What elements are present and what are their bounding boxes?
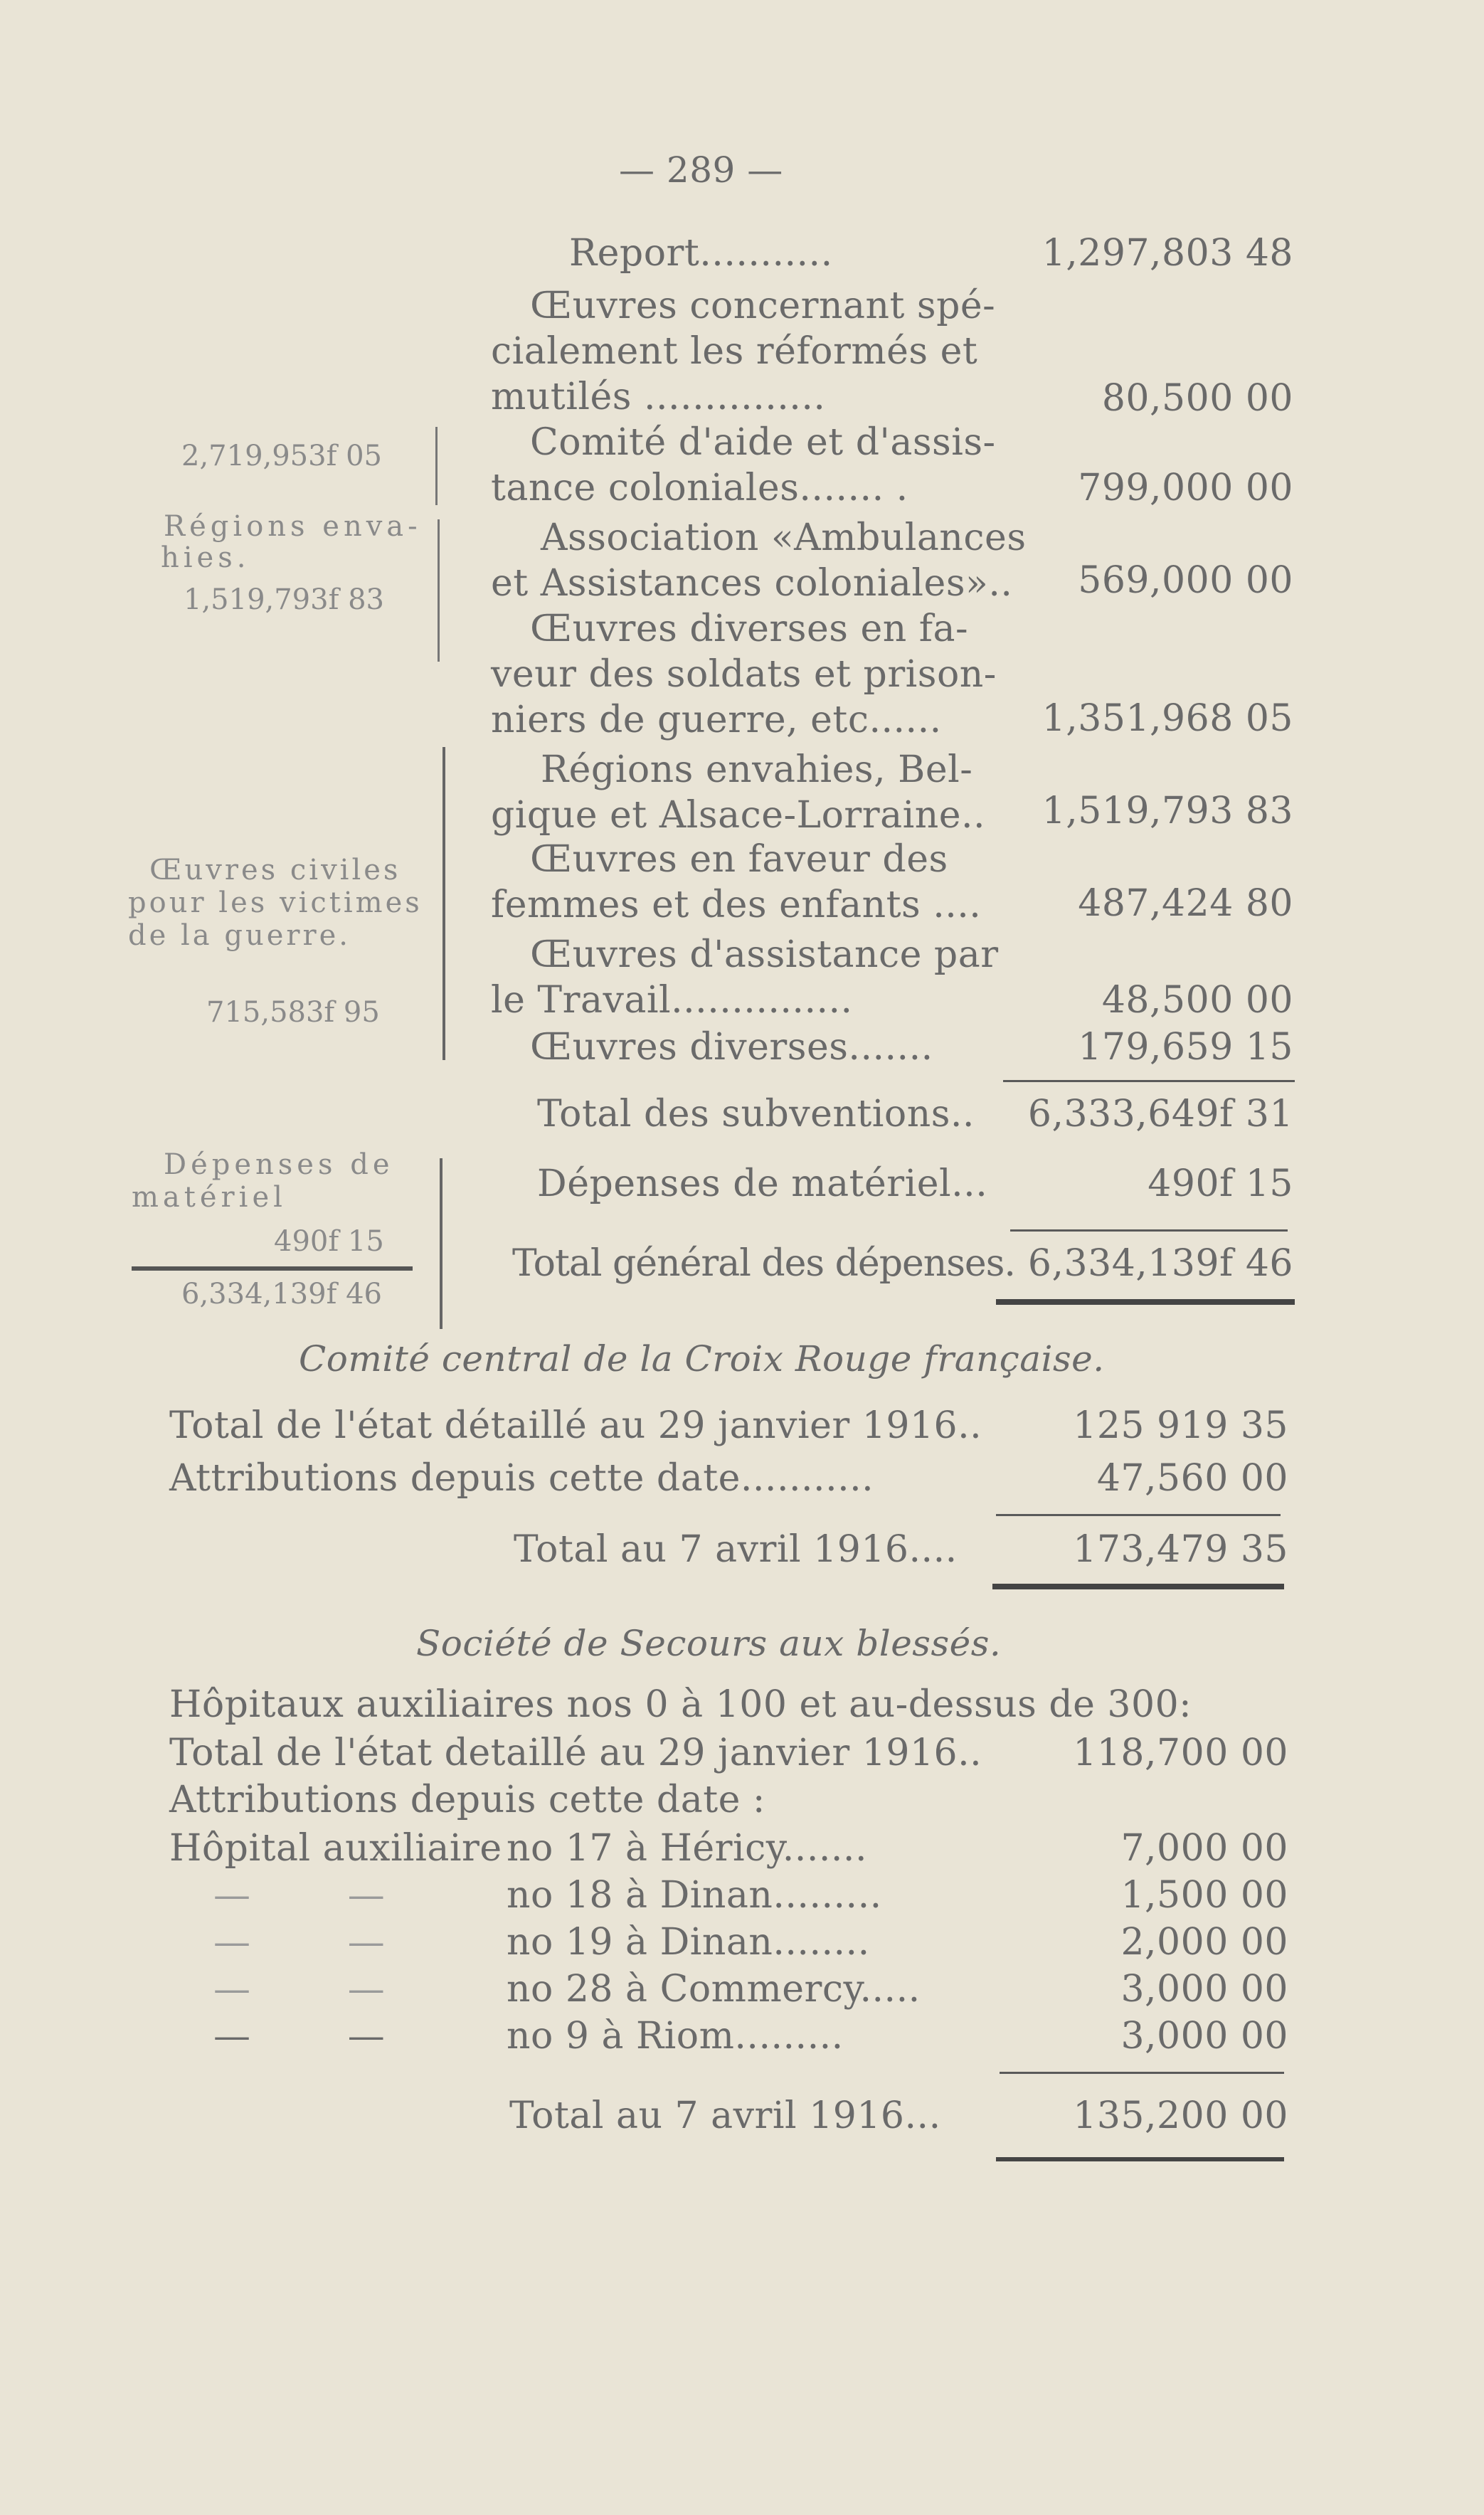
general-value: 6,334,139f 46 [1027,1242,1293,1285]
secours-title: Société de Secours aux blessés. [416,1623,1002,1664]
croix-rouge-double-rule [992,1584,1284,1589]
materiel-value: 490f 15 [1148,1163,1293,1205]
materiel-label: Dépenses de matériel... [537,1163,988,1205]
croix-rouge-row-1-value: 125 919 35 [1073,1404,1288,1447]
croix-rouge-rule [996,1514,1281,1516]
croix-rouge-title: Comité central de la Croix Rouge française. [299,1338,1105,1380]
secours-attributions-label: Attributions depuis cette date : [169,1779,765,1821]
bracket-3 [442,747,445,1060]
bracket-4 [440,1158,442,1329]
item-5-value: 1,519,793 83 [1042,790,1293,832]
hospital-3-value: 2,000 00 [1120,1921,1288,1964]
bracket-2 [438,519,440,662]
croix-rouge-row-1-label: Total de l'état détaillé au 29 janvier 1916.. [169,1404,982,1447]
hospital-2-prefix: — — [213,1874,386,1917]
secours-total-state-label: Total de l'état detaillé au 29 janvier 1916.. [169,1732,982,1774]
margin-note-grand-total: 6,334,139f 46 [181,1278,382,1311]
croix-rouge-row-2-value: 47,560 00 [1096,1457,1288,1500]
item-1-text: Œuvres concernant spé- cialement les réformés et mutilés ............... [491,285,996,418]
hospital-3-prefix: — — [213,1921,386,1964]
bracket-1 [435,427,438,505]
subventions-value: 6,333,649f 31 [1027,1093,1293,1135]
item-1-value: 80,500 00 [1101,377,1293,420]
general-label: Total général des dépenses. [512,1242,1015,1285]
hospital-4-detail: no 28 à Commercy..... [507,1968,921,2011]
hospital-5-value: 3,000 00 [1120,2015,1288,2058]
subventions-label: Total des subventions.. [537,1093,975,1135]
item-6-value: 487,424 80 [1078,882,1293,925]
report-value: 1,297,803 48 [1042,232,1293,275]
hospital-2-detail: no 18 à Dinan......... [507,1874,882,1917]
hospital-5-prefix: — — [213,2015,386,2058]
item-3-value: 569,000 00 [1078,559,1293,602]
margin-note-civiles-value: 715,583f 95 [206,996,380,1029]
item-2-text: Comité d'aide et d'assis- tance coloniales....... . [491,421,996,509]
margin-note-materiel-value: 490f 15 [274,1225,384,1258]
item-2-value: 799,000 00 [1078,467,1293,509]
item-8-value: 179,659 15 [1078,1026,1293,1069]
croix-rouge-total-value: 173,479 35 [1073,1528,1288,1571]
hospital-4-prefix: — — [213,1968,386,2011]
hospital-2-value: 1,500 00 [1120,1874,1288,1917]
item-6-text: Œuvres en faveur des femmes et des enfants .... [491,838,982,926]
margin-note-total-a: 2,719,953f 05 [181,440,382,472]
subtotal-rule [1003,1080,1295,1082]
secours-rule [1000,2072,1284,2074]
secours-total-value: 135,200 00 [1073,2095,1288,2137]
hospital-3-detail: no 19 à Dinan........ [507,1921,870,1964]
item-7-value: 48,500 00 [1101,979,1293,1022]
hospital-4-value: 3,000 00 [1120,1968,1288,2011]
item-4-value: 1,351,968 05 [1042,697,1293,740]
general-rule [1010,1229,1288,1232]
hospital-1-prefix: Hôpital auxiliaire [169,1827,502,1870]
item-8-text: Œuvres diverses....... [530,1026,933,1069]
general-double-rule [996,1299,1295,1305]
item-4-text: Œuvres diverses en fa- veur des soldats et prison- niers de guerre, etc...... [491,608,997,741]
item-7-text: Œuvres d'assistance par le Travail............... [491,933,999,1022]
hospital-1-value: 7,000 00 [1120,1827,1288,1870]
secours-double-rule [996,2157,1284,2161]
margin-note-oeuvres-civiles: Œuvres civiles pour les victimes de la guerre. [128,854,423,952]
margin-note-depenses: Dépenses de matériel [132,1148,394,1214]
report-label: Report........... [569,232,833,275]
croix-rouge-row-2-label: Attributions depuis cette date........... [169,1457,874,1500]
secours-intro: Hôpitaux auxiliaires nos 0 à 100 et au-dessus de 300: [169,1683,1192,1726]
item-5-text: Régions envahies, Bel- gique et Alsace-Lorraine.. [491,748,986,837]
item-3-text: Association «Ambulances et Assistances coloniales».. [491,517,1027,605]
hospital-1-detail: no 17 à Héricy....... [507,1827,867,1870]
secours-total-state-value: 118,700 00 [1073,1732,1288,1774]
page-number: — 289 — [619,149,783,191]
hospital-5-detail: no 9 à Riom......... [507,2015,844,2058]
margin-note-regions-value: 1,519,793f 83 [184,583,384,616]
margin-rule [132,1266,413,1271]
croix-rouge-total-label: Total au 7 avril 1916.... [514,1528,958,1571]
secours-total-label: Total au 7 avril 1916... [509,2095,941,2137]
margin-note-regions: Régions enva- hies. [161,510,422,574]
